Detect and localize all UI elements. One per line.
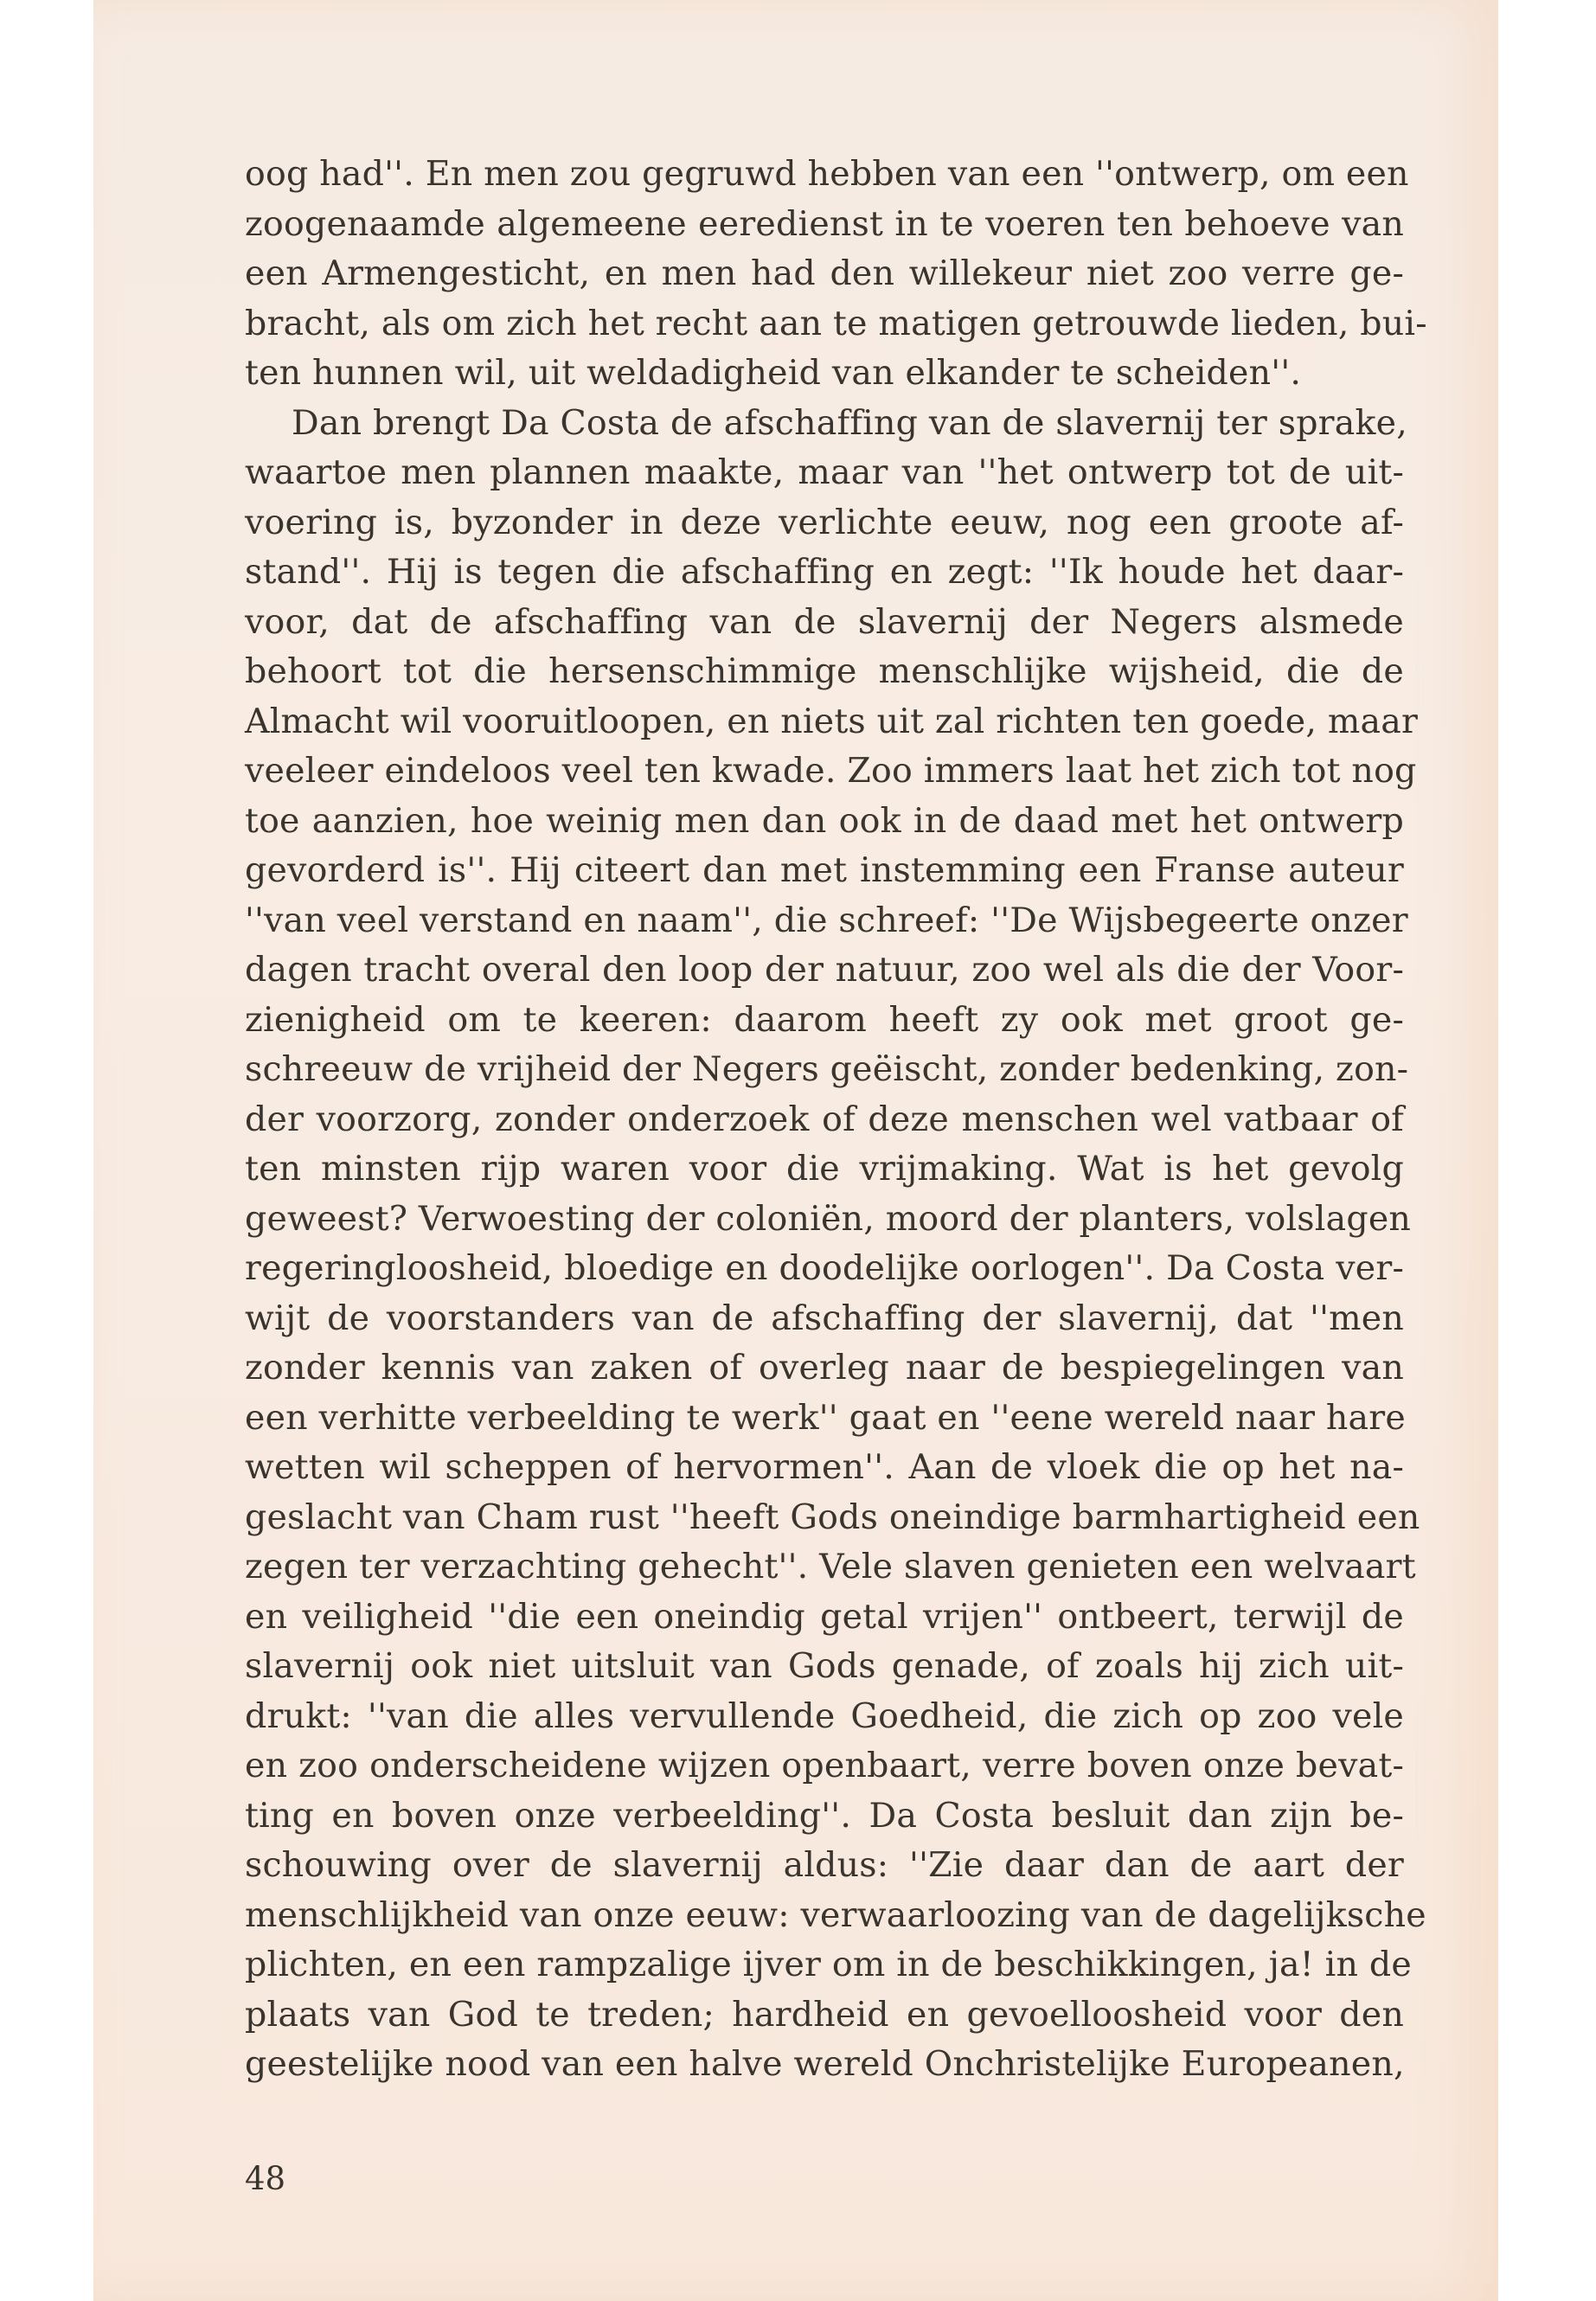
text-line: plichten, en een rampzalige ijver om in de beschikkingen, ja! in de xyxy=(245,1945,1412,1984)
text-line: drukt: ''van die alles vervullende Goedheid, die zich op zoo vele xyxy=(245,1695,1404,1736)
text-line: geweest? Verwoesting der coloniën, moord der planters, volslagen xyxy=(245,1198,1412,1239)
text-line: der voorzorg, zonder onderzoek of deze menschen wel vatbaar of xyxy=(245,1099,1404,1139)
text-line: voering is, byzonder in deze verlichte eeuw, nog een groote af- xyxy=(245,502,1404,542)
text-line: een Armengesticht, en men had den willekeur niet zoo verre ge- xyxy=(245,253,1404,293)
text-line: behoort tot die hersenschimmige menschlijke wijsheid, die de xyxy=(245,651,1404,691)
book-page xyxy=(93,0,1498,2301)
text-line: zegen ter verzachting gehecht''. Vele slaven genieten een welvaart xyxy=(245,1547,1416,1586)
text-line: Almacht wil vooruitloopen, en niets uit zal richten ten goede, maar xyxy=(245,701,1419,741)
text-line: gevorderd is''. Hij citeert dan met instemming een Franse auteur xyxy=(245,850,1404,890)
text-line: voor, dat de afschaffing van de slavernij der Negers alsmede xyxy=(245,601,1404,642)
page-number: 48 xyxy=(245,2160,286,2197)
text-line: wijt de voorstanders van de afschaffing der slavernij, dat ''men xyxy=(245,1298,1404,1338)
text-line: stand''. Hij is tegen die afschaffing en zegt: ''Ik houde het daar- xyxy=(245,552,1404,592)
body-text xyxy=(245,150,1427,2090)
text-line: zonder kennis van zaken of overleg naar de bespiegelingen van xyxy=(245,1348,1404,1388)
text-line: en zoo onderscheidene wijzen openbaart, verre boven onze bevat- xyxy=(245,1746,1404,1785)
text-line: en veiligheid ''die een oneindig getal vrijen'' ontbeert, terwijl de xyxy=(245,1596,1404,1637)
text-line: regeringloosheid, bloedige en doodelijke oorlogen''. Da Costa ver- xyxy=(245,1248,1404,1288)
text-line: oog had''. En men zou gegruwd hebben van een ''ontwerp, om een xyxy=(245,154,1409,194)
text-line: menschlijkheid van onze eeuw: verwaarloozing van de dagelijksche xyxy=(245,1894,1426,1935)
text-line: wetten wil scheppen of hervormen''. Aan de vloek die op het na- xyxy=(245,1447,1404,1487)
text-line: schreeuw de vrijheid der Negers geëischt, zonder bedenking, zon- xyxy=(245,1049,1409,1089)
text-line: Dan brengt Da Costa de afschaffing van de slavernij ter sprake, xyxy=(292,402,1407,443)
text-line: ten minsten rijp waren voor die vrijmaking. Wat is het gevolg xyxy=(245,1149,1404,1189)
text-line: waartoe men plannen maakte, maar van ''het ontwerp tot de uit- xyxy=(245,452,1404,492)
text-line: geslacht van Cham rust ''heeft Gods oneindige barmhartigheid een xyxy=(245,1497,1420,1537)
text-line: toe aanzien, hoe weinig men dan ook in de daad met het ontwerp xyxy=(245,800,1404,841)
text-line: ten hunnen wil, uit weldadigheid van elkander te scheiden''. xyxy=(245,353,1302,393)
text-line: ''van veel verstand en naam'', die schreef: ''De Wijsbegeerte onzer xyxy=(245,900,1408,940)
text-line: slavernij ook niet uitsluit van Gods genade, of zoals hij zich uit- xyxy=(245,1646,1404,1686)
text-line: bracht, als om zich het recht aan te matigen getrouwde lieden, bui- xyxy=(245,303,1427,343)
text-line: ting en boven onze verbeelding''. Da Costa besluit dan zijn be- xyxy=(245,1795,1404,1836)
text-line: geestelijke nood van een halve wereld Onchristelijke Europeanen, xyxy=(245,2044,1405,2084)
text-line: zienigheid om te keeren: daarom heeft zy ook met groot ge- xyxy=(245,999,1404,1040)
text-line: zoogenaamde algemeene eeredienst in te voeren ten behoeve van xyxy=(245,203,1404,244)
text-line: schouwing over de slavernij aldus: ''Zie daar dan de aart der xyxy=(245,1845,1404,1885)
text-line: veeleer eindeloos veel ten kwade. Zoo immers laat het zich tot nog xyxy=(245,751,1417,791)
text-line: dagen tracht overal den loop der natuur, zoo wel als die der Voor- xyxy=(245,950,1404,990)
text-line: plaats van God te treden; hardheid en gevoelloosheid voor den xyxy=(245,1994,1404,2035)
text-line: een verhitte verbeelding te werk'' gaat en ''eene wereld naar hare xyxy=(245,1397,1406,1438)
